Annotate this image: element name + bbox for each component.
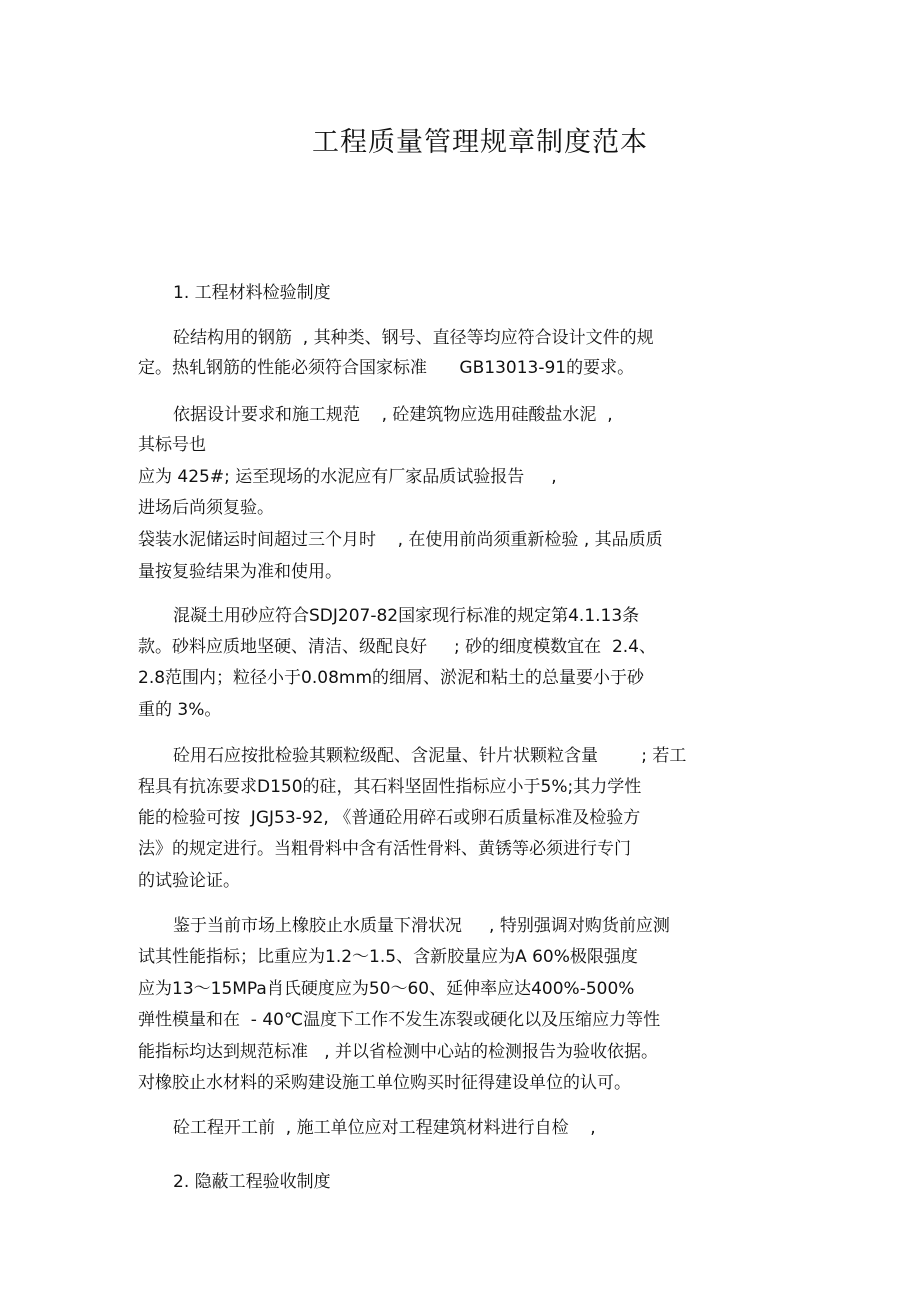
text-line: 鉴于当前市场上橡胶止水质量下滑状况 , 特别强调对购货前应测 xyxy=(173,916,670,936)
text-line: 进场后尚须复验。 xyxy=(138,498,274,518)
text-line: 款。砂料应质地坚硬、清洁、级配良好 ; 砂的细度模数宜在 2.4、 xyxy=(138,637,656,657)
text-line: 混凝土用砂应符合SDJ207-82国家现行标准的规定第4.1.13条 xyxy=(173,606,640,626)
document-title: 工程质量管理规章制度范本 xyxy=(312,127,648,158)
text-line: 重的 3%。 xyxy=(138,700,222,720)
text-line: 量按复验结果为准和使用。 xyxy=(138,562,342,582)
text-line: 应为13～15MPa肖氏硬度应为50～60、延伸率应达400%-500% xyxy=(138,979,635,999)
text-line: 砼结构用的钢筋 , 其种类、钢号、直径等均应符合设计文件的规 xyxy=(173,328,654,348)
text-line: 2.8范围内；粒径小于0.08mm的细屑、淤泥和粘土的总量要小于砂 xyxy=(138,668,645,688)
text-line: 程具有抗冻要求D150的砫，其石料坚固性指标应小于5%;其力学性 xyxy=(138,777,642,797)
text-line: 试其性能指标；比重应为1.2～1.5、含新胶量应为A 60%极限强度 xyxy=(138,947,638,967)
text-line: 其标号也 xyxy=(138,435,206,455)
text-line: 依据设计要求和施工规范 , 砼建筑物应选用硅酸盐水泥 , xyxy=(173,405,613,425)
text-line: 能的检验可按 JGJ53-92, 《普通砼用碎石或卵石质量标准及检验方 xyxy=(138,808,641,828)
text-line: 袋装水泥储运时间超过三个月时 , 在使用前尚须重新检验 , 其品质质 xyxy=(138,530,663,550)
text-line: 弹性模量和在 - 40℃温度下工作不发生冻裂或硬化以及压缩应力等性 xyxy=(138,1010,661,1030)
text-line: 法》的规定进行。当粗骨料中含有活性骨料、黄锈等必须进行专门 xyxy=(138,839,631,859)
text-line: 的试验论证。 xyxy=(138,871,240,891)
text-line: 砼用石应按批检验其颗粒级配、含泥量、针片状颗粒含量 ; 若工 xyxy=(173,746,687,766)
text-line: 对橡胶止水材料的采购建设施工单位购买时征得建设单位的认可。 xyxy=(138,1073,631,1093)
section-heading: 2. 隐蔽工程验收制度 xyxy=(173,1172,331,1192)
text-line: 应为 425#; 运至现场的水泥应有厂家品质试验报告 , xyxy=(138,467,557,487)
text-line: 砼工程开工前 , 施工单位应对工程建筑材料进行自检 , xyxy=(173,1118,596,1138)
section-heading: 1. 工程材料检验制度 xyxy=(173,283,331,303)
text-line: 能指标均达到规范标准 , 并以省检测中心站的检测报告为验收依据。 xyxy=(138,1042,659,1062)
text-line: 定。热轧钢筋的性能必须符合国家标准 GB13013-91的要求。 xyxy=(138,358,635,378)
